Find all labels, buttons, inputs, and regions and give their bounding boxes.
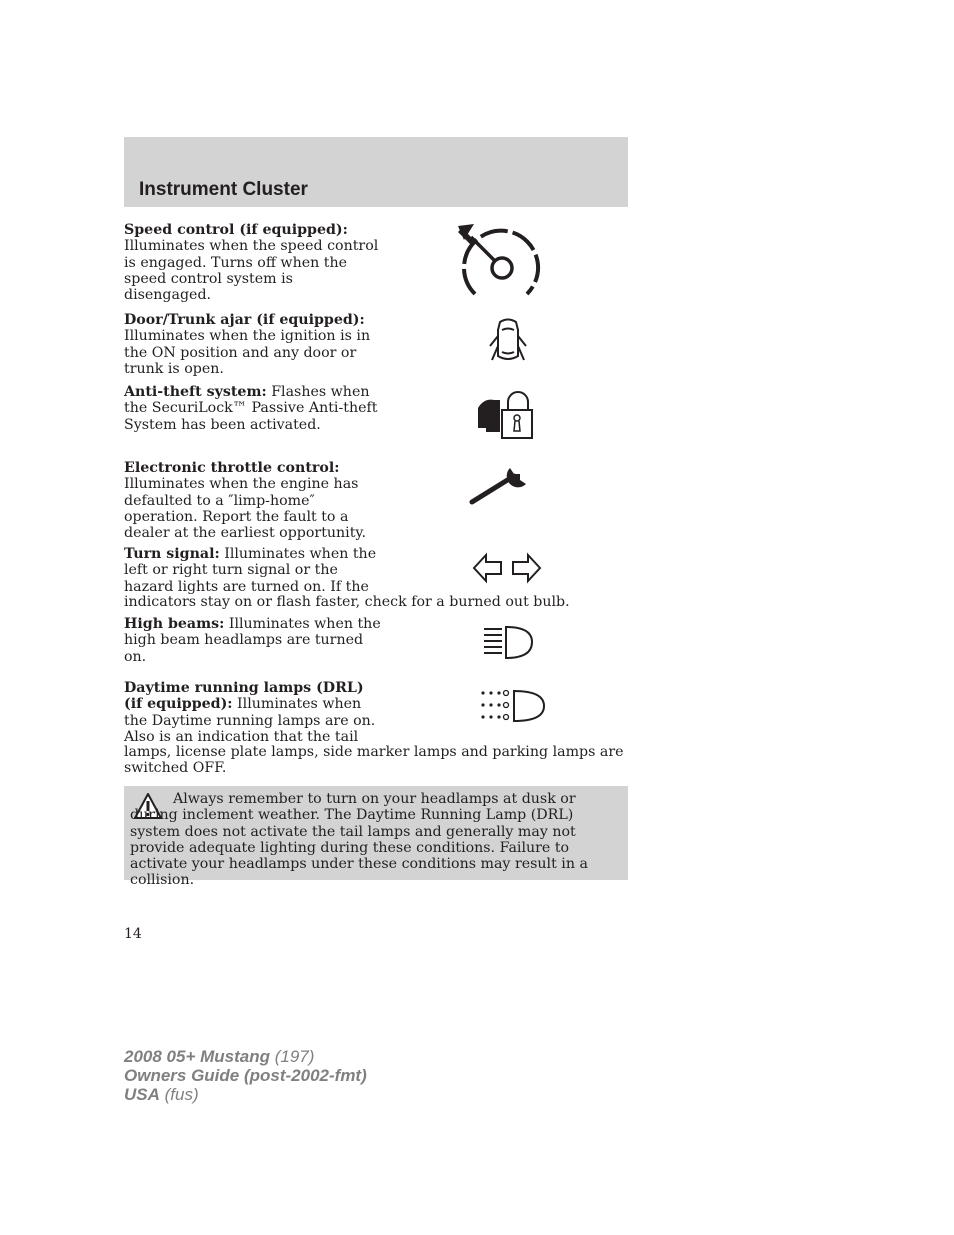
- high-beam-entry: [124, 616, 386, 665]
- footer-market-code: (fus): [159, 1085, 199, 1104]
- anti-theft-body: Flashes when the SecuriLock™ Passive Anti-theft System has been activated.: [124, 384, 378, 433]
- drl-entry: [124, 680, 386, 745]
- door-ajar-entry: [124, 312, 384, 377]
- high-beam-title: High beams:: [124, 616, 225, 632]
- warning-text: Always remember to turn on your headlamps at dusk or during inclement weather. The Daytime Running Lamp (DRL) system does not activate the tail lamps and generally may not provide adequate lighting during these conditions. Failure to activate your headlamps under these conditions may result in a collision.: [130, 791, 588, 889]
- speed-control-entry: [124, 222, 384, 303]
- page-number: 14: [124, 926, 142, 942]
- drl-title-1: Daytime running lamps (DRL): [124, 680, 364, 696]
- turn-signal-body: Illuminates when the left or right turn signal or the hazard lights are turned on. If the: [124, 546, 377, 595]
- drl-title-2: (if equipped):: [124, 696, 233, 713]
- drl-lamp-icon: [478, 688, 548, 726]
- wrench-icon: [466, 462, 532, 510]
- turn-signal-body-2: indicators stay on or flash faster, check for a burned out bulb.: [124, 594, 570, 610]
- footer-model-code: (197): [270, 1047, 315, 1066]
- speed-control-body: Illuminates when the speed control is engaged. Turns off when the speed control system is disengaged.: [124, 238, 379, 304]
- speedometer-icon: [456, 222, 546, 302]
- section-header: [124, 137, 628, 207]
- footer-line-1: [124, 1047, 367, 1066]
- door-ajar-icon: [488, 316, 528, 368]
- turn-signal-arrows-icon: [472, 552, 544, 584]
- drl-body-2: lamps, license plate lamps, side marker lamps and parking lamps are switched OFF.: [124, 744, 624, 777]
- anti-theft-lock-icon: [476, 388, 536, 440]
- anti-theft-title: Anti-theft system:: [124, 384, 267, 400]
- turn-signal-entry: [124, 546, 384, 595]
- door-ajar-title: Door/Trunk ajar (if equipped):: [124, 312, 365, 328]
- warning-box: [124, 786, 628, 889]
- speed-control-title: Speed control (if equipped):: [124, 222, 348, 238]
- high-beam-body: Illuminates when the high beam headlamps are turned on.: [124, 616, 381, 665]
- footer-guide: Owners Guide (post-2002-fmt): [124, 1066, 367, 1085]
- document-footer: [124, 1047, 367, 1104]
- high-beam-icon: [480, 624, 536, 662]
- drl-body: Illuminates when the Daytime running lamps are on. Also is an indication that the tail: [124, 696, 376, 745]
- footer-line-3: [124, 1085, 367, 1104]
- footer-model: 2008 05+ Mustang: [124, 1047, 270, 1066]
- throttle-entry: [124, 460, 384, 541]
- drl-continuation: [124, 744, 624, 777]
- throttle-body: Illuminates when the engine has defaulted to a ″limp-home″ operation. Report the fault to a dealer at the earliest opportunity.: [124, 476, 367, 542]
- footer-line-2: [124, 1066, 367, 1085]
- throttle-title: Electronic throttle control:: [124, 460, 340, 476]
- footer-market: USA: [124, 1085, 160, 1104]
- door-ajar-body: Illuminates when the ignition is in the ON position and any door or trunk is open.: [124, 328, 371, 377]
- turn-signal-title: Turn signal:: [124, 546, 220, 562]
- section-title: Instrument Cluster: [139, 179, 308, 200]
- anti-theft-entry: [124, 384, 384, 433]
- turn-signal-continuation: [124, 594, 624, 610]
